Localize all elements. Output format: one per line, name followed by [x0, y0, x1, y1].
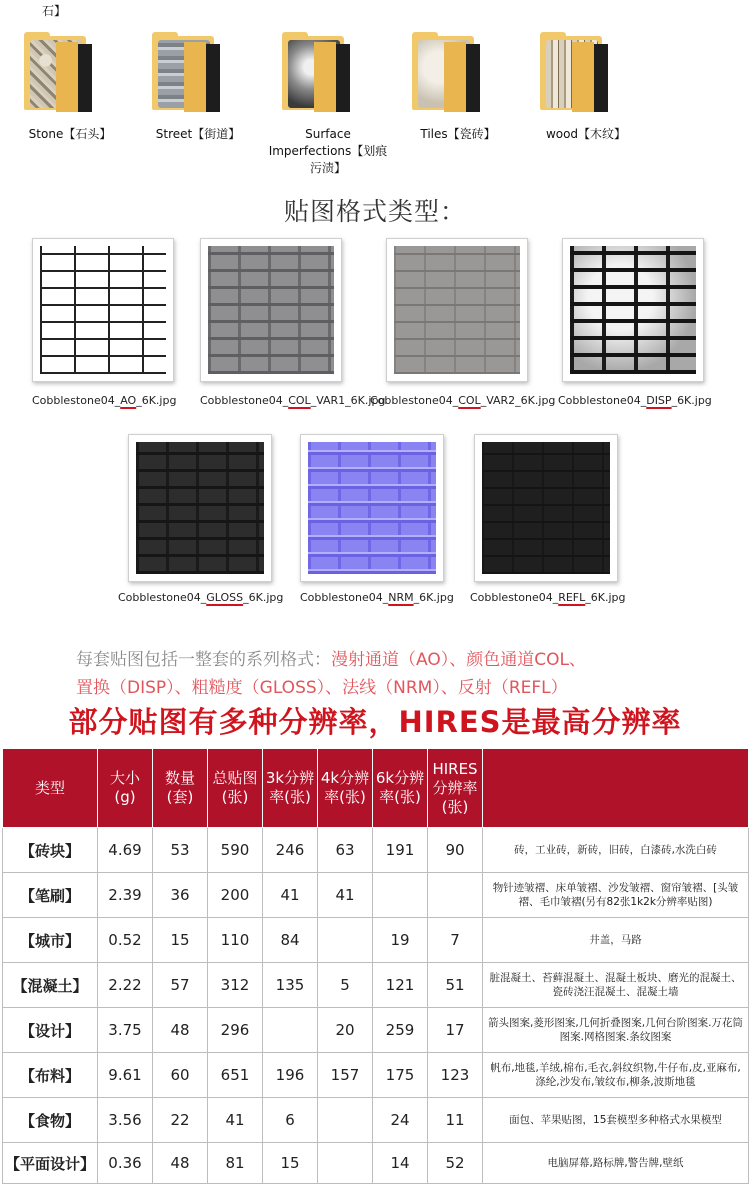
- brick-texture-image: [40, 246, 166, 374]
- table-row: [3, 873, 749, 918]
- value-cell: 24: [373, 1098, 428, 1143]
- texture-filename: [118, 591, 283, 604]
- folder-label[interactable]: Street【街道】: [155, 127, 241, 141]
- folder-surface[interactable]: [266, 32, 386, 112]
- value-cell: 81: [208, 1143, 263, 1184]
- value-cell: 22: [153, 1098, 208, 1143]
- description-cell: 电脑屏幕,路标牌,警告牌,壁纸: [483, 1143, 749, 1184]
- filename-suffix: _6K.jpg: [413, 591, 454, 604]
- folder-front-icon: [314, 42, 336, 112]
- filename-prefix: Cobblestone04_: [32, 394, 121, 407]
- folder-front-icon: [572, 42, 594, 112]
- header-3k: 3k分辨率(张): [263, 749, 318, 828]
- value-cell: 60: [153, 1053, 208, 1098]
- value-cell: 9.61: [98, 1053, 153, 1098]
- filename-prefix: Cobblestone04_: [370, 394, 459, 407]
- value-cell: 84: [263, 918, 318, 963]
- value-cell: 157: [318, 1053, 373, 1098]
- value-cell: 296: [208, 1008, 263, 1053]
- brick-texture-image: [570, 246, 696, 374]
- value-cell: 246: [263, 828, 318, 873]
- texture-filename: [200, 394, 385, 407]
- value-cell: 57: [153, 963, 208, 1008]
- value-cell: 175: [373, 1053, 428, 1098]
- texture-filename: [558, 394, 712, 407]
- value-cell: 11: [428, 1098, 483, 1143]
- value-cell: 200: [208, 873, 263, 918]
- category-cell: 【笔刷】: [3, 873, 98, 918]
- header-6k: 6k分辨率(张): [373, 749, 428, 828]
- value-cell: 196: [263, 1053, 318, 1098]
- folder-street[interactable]: [136, 32, 256, 112]
- category-cell: 【城市】: [3, 918, 98, 963]
- filename-prefix: Cobblestone04_: [300, 591, 389, 604]
- description-cell: 帆布,地毯,羊绒,棉布,毛衣,斜纹织物,牛仔布,皮,亚麻布,涤纶,沙发布,皱纹布,柳条,波斯地毯: [483, 1053, 749, 1098]
- description-cell: 井盖，马路: [483, 918, 749, 963]
- value-cell: 191: [373, 828, 428, 873]
- category-cell: 【平面设计】: [3, 1143, 98, 1184]
- filename-prefix: Cobblestone04_: [558, 394, 647, 407]
- value-cell: 41: [318, 873, 373, 918]
- filename-suffix: _VAR1_6K.jpg: [310, 394, 386, 407]
- header-sets: 数量(套): [153, 749, 208, 828]
- texture-thumbnail-refl: [474, 434, 618, 582]
- description-intro: 每套贴图包括一整套的系列格式：: [76, 650, 331, 670]
- brick-texture-image: [482, 442, 610, 574]
- description-formats-1: 漫射通道（AO）、颜色通道COL、: [331, 650, 586, 670]
- value-cell: 121: [373, 963, 428, 1008]
- filename-format-key: COL: [288, 394, 311, 407]
- category-cell: 【设计】: [3, 1008, 98, 1053]
- value-cell: [318, 1098, 373, 1143]
- filename-prefix: Cobblestone04_: [470, 591, 559, 604]
- header-notes: [483, 749, 749, 828]
- value-cell: 590: [208, 828, 263, 873]
- value-cell: 7: [428, 918, 483, 963]
- value-cell: 312: [208, 963, 263, 1008]
- folder-label[interactable]: Tiles【瓷砖】: [420, 127, 496, 141]
- folder-wood[interactable]: [524, 32, 644, 112]
- value-cell: [428, 873, 483, 918]
- table-row: [3, 1098, 749, 1143]
- value-cell: 53: [153, 828, 208, 873]
- table-row: [3, 1053, 749, 1098]
- value-cell: 2.22: [98, 963, 153, 1008]
- format-title: 贴图格式类型：: [283, 197, 466, 226]
- filename-format-key: DISP: [646, 394, 672, 407]
- header-size: 大小(g): [98, 749, 153, 828]
- value-cell: 19: [373, 918, 428, 963]
- value-cell: 20: [318, 1008, 373, 1053]
- value-cell: 48: [153, 1143, 208, 1184]
- value-cell: 41: [263, 873, 318, 918]
- value-cell: 6: [263, 1098, 318, 1143]
- category-cell: 【砖块】: [3, 828, 98, 873]
- filename-format-key: AO: [120, 394, 137, 407]
- header-type: 类型: [3, 749, 98, 828]
- value-cell: 14: [373, 1143, 428, 1184]
- filename-suffix: _VAR2_6K.jpg: [480, 394, 556, 407]
- table-row: [3, 918, 749, 963]
- value-cell: 0.36: [98, 1143, 153, 1184]
- folder-label[interactable]: wood【木纹】: [545, 127, 627, 141]
- value-cell: 41: [208, 1098, 263, 1143]
- texture-filename: [470, 591, 626, 604]
- category-cell: 【布料】: [3, 1053, 98, 1098]
- value-cell: 15: [153, 918, 208, 963]
- texture-thumbnail-gloss: [128, 434, 272, 582]
- brick-texture-image: [136, 442, 264, 574]
- value-cell: 15: [263, 1143, 318, 1184]
- value-cell: 123: [428, 1053, 483, 1098]
- value-cell: 5: [318, 963, 373, 1008]
- filename-prefix: Cobblestone04_: [200, 394, 289, 407]
- filename-format-key: NRM: [388, 591, 414, 604]
- value-cell: 52: [428, 1143, 483, 1184]
- value-cell: [318, 1143, 373, 1184]
- description-cell: 箭头图案,菱形图案,几何折叠图案,几何台阶图案.万花筒图案.网格图案.条纹图案: [483, 1008, 749, 1053]
- texture-thumbnail-ao: [32, 238, 174, 382]
- folder-label[interactable]: Stone【石头】: [28, 127, 112, 141]
- value-cell: 651: [208, 1053, 263, 1098]
- header-4k: 4k分辨率(张): [318, 749, 373, 828]
- value-cell: 3.56: [98, 1098, 153, 1143]
- table-row: [3, 828, 749, 873]
- value-cell: 90: [428, 828, 483, 873]
- value-cell: 135: [263, 963, 318, 1008]
- brick-texture-image: [208, 246, 334, 374]
- filename-format-key: GLOSS: [206, 591, 244, 604]
- filename-prefix: Cobblestone04_: [118, 591, 207, 604]
- filename-format-key: REFL: [558, 591, 586, 604]
- texture-filename: [370, 394, 555, 407]
- value-cell: 36: [153, 873, 208, 918]
- value-cell: 17: [428, 1008, 483, 1053]
- filename-suffix: _6K.jpg: [585, 591, 626, 604]
- texture-thumbnail-disp: [562, 238, 704, 382]
- description-cell: 砖，工业砖，新砖，旧砖，白漆砖,水洗白砖: [483, 828, 749, 873]
- folder-label[interactable]: Surface Imperfections【划痕污渍】: [268, 127, 388, 175]
- value-cell: [318, 918, 373, 963]
- category-cell: 【食物】: [3, 1098, 98, 1143]
- texture-thumbnail-nrm: [300, 434, 444, 582]
- texture-thumbnail-col: [386, 238, 528, 382]
- table-row: [3, 1008, 749, 1053]
- table-row: [3, 963, 749, 1008]
- value-cell: [373, 873, 428, 918]
- table-row: [3, 1143, 749, 1184]
- brick-texture-image: [394, 246, 520, 374]
- resolution-headline: 部分贴图有多种分辨率，HIRES是最高分辨率: [68, 705, 682, 739]
- texture-stats-table: [2, 748, 749, 1184]
- header-total: 总贴图(张): [208, 749, 263, 828]
- texture-thumbnail-col: [200, 238, 342, 382]
- texture-filename: [32, 394, 176, 407]
- value-cell: 63: [318, 828, 373, 873]
- value-cell: 259: [373, 1008, 428, 1053]
- brick-texture-image: [308, 442, 436, 574]
- texture-filename: [300, 591, 454, 604]
- cut-off-label: 石】: [42, 4, 67, 18]
- folder-front-icon: [444, 42, 466, 112]
- filename-suffix: _6K.jpg: [671, 394, 712, 407]
- value-cell: [263, 1008, 318, 1053]
- value-cell: 0.52: [98, 918, 153, 963]
- filename-suffix: _6K.jpg: [243, 591, 284, 604]
- value-cell: 48: [153, 1008, 208, 1053]
- value-cell: 3.75: [98, 1008, 153, 1053]
- filename-suffix: _6K.jpg: [136, 394, 177, 407]
- description-cell: 面包、苹果贴图，15套模型多种格式水果模型: [483, 1098, 749, 1143]
- description-cell: 脏混凝土、苔藓混凝土、混凝土板块、磨光的混凝土、瓷砖浇汪混凝土、混凝土墙: [483, 963, 749, 1008]
- value-cell: 110: [208, 918, 263, 963]
- category-cell: 【混凝土】: [3, 963, 98, 1008]
- folder-front-icon: [56, 42, 78, 112]
- filename-format-key: COL: [458, 394, 481, 407]
- folder-front-icon: [184, 42, 206, 112]
- description-formats-2: 置换（DISP）、粗糙度（GLOSS）、法线（NRM）、反射（REFL）: [76, 678, 568, 698]
- value-cell: 4.69: [98, 828, 153, 873]
- value-cell: 51: [428, 963, 483, 1008]
- value-cell: 2.39: [98, 873, 153, 918]
- header-hires: HIRES分辨率(张): [428, 749, 483, 828]
- folder-tiles[interactable]: [396, 32, 516, 112]
- folder-stone[interactable]: [8, 32, 128, 112]
- table-header-row: [3, 749, 749, 828]
- description-cell: 物针迹皱褶、床单皱褶、沙发皱褶、窗帘皱褶、[头皱褶、毛巾皱褶(另有82张1k2k分辨率贴图): [483, 873, 749, 918]
- format-description: [76, 646, 716, 702]
